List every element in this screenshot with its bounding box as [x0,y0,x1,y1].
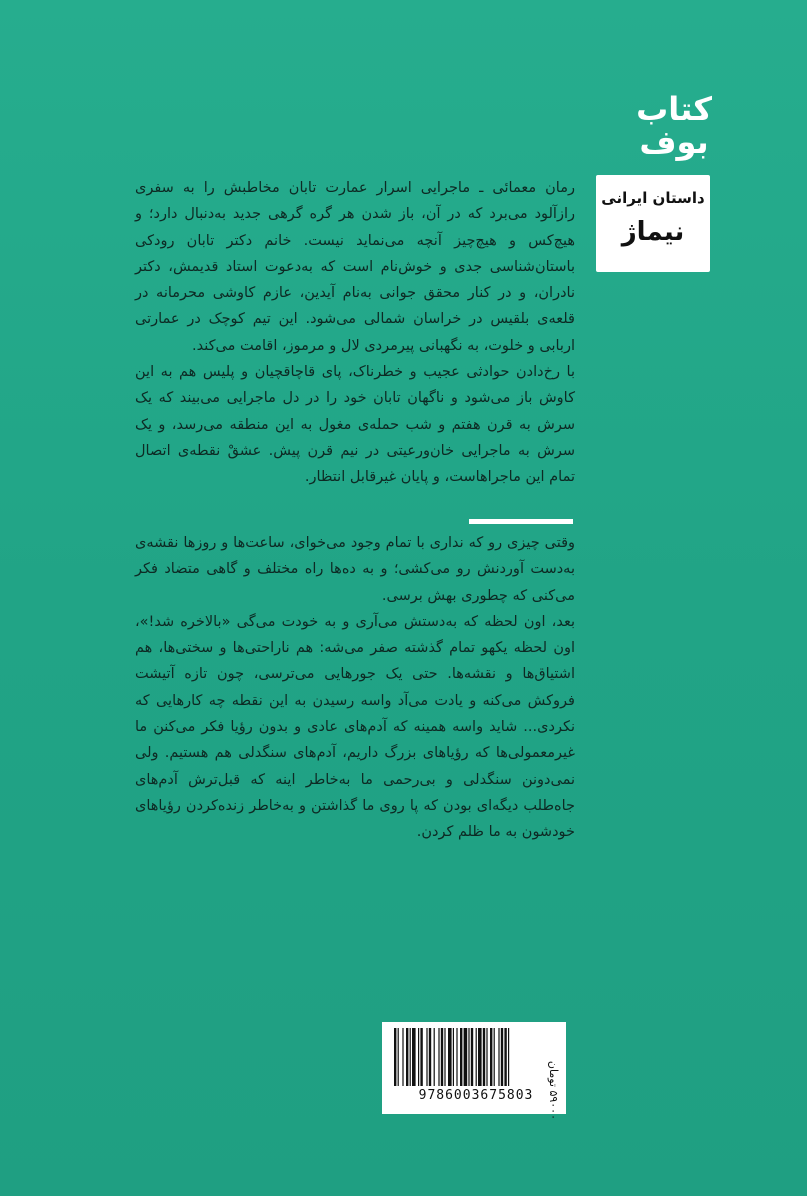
barcode-bar [490,1028,492,1086]
barcode-bar [426,1028,427,1086]
logo-line-2: بوف [639,123,709,161]
barcode-bar [471,1028,473,1086]
barcode-bar [468,1028,469,1086]
barcode-bar [434,1028,435,1086]
book-excerpt [135,530,575,846]
barcode-icon [392,1028,550,1086]
barcode-bar [504,1028,506,1086]
barcode-bar [486,1028,487,1086]
price-label: ۵۹۰۰۰ تومان [547,1060,560,1120]
barcode-bar [418,1028,419,1086]
barcode-bar [448,1028,452,1086]
barcode-bar [441,1028,443,1086]
excerpt-paragraph-2: بعد، اون لحظه که به‌دستش می‌آری و به خودت می‌گی «بالاخره شد!»، اون لحظه یکهو تمام گذشته صفر می‌شه: هم ناراحتی‌ها و سختی‌ها، هم اشتیاق‌ها و نقشه‌ها. حتی یک جورهایی می‌ترسی، چون تازه آتیشت فروکش می‌کنه و یادت می‌آد واسه رسیدن به این نقطه چه کارهایی که نکردی... شاید واسه همینه که آدم‌های عادی و بدون رؤیا فکر می‌کنن ما غیرمعمولی‌ها که رؤیاهای بزرگ داریم، آدم‌های سنگدلی هم هستیم. ولی نمی‌دونن سنگدلی و بی‌رحمی ما به‌خاطر اینه که قبل‌ترش آدم‌های جاه‌طلب دیگه‌ای بودن که پا روی ما گذاشتن و به‌خاطر زنده‌کردن رؤیاهای خودشون به ما ظلم کردن. [135,613,575,841]
book-blurb [135,175,575,491]
barcode-bar [412,1028,416,1086]
barcode-bar [478,1028,482,1086]
barcode-bar [498,1028,499,1086]
blurb-paragraph-1: رمان معمائی ـ ماجرایی اسرار عمارت تابان مخاطبش را به سفری رازآلود می‌برد که در آن، باز شدن هر گره گرهی جدید به‌دنبال دارد؛ و هیچ‌کس و هیچ‌چیز آنچه می‌نماید نیست. خانم دکتر تابان رودکی باستان‌شناسی جدی و خوش‌نام است که به‌دعوت استاد قدیمش، دکتر نادران، و در کنار محقق جوانی به‌نام آیدین، عازم کاوشی محرمانه در قلعه‌ی بلقیس در خراسان شمالی می‌شود. این تیم کوچک در عمارتی اربابی و خلوت، به نگهبانی پیرمردی لال و مرموز، اقامت می‌کند. [135,180,575,354]
barcode-bar [429,1028,431,1086]
barcode-bar [444,1028,445,1086]
barcode-bar [456,1028,457,1086]
barcode-bar [406,1028,408,1086]
logo-line-1: کتاب [636,90,712,128]
publisher-logo: نیماژ [621,217,685,247]
barcode-bar [410,1028,411,1086]
barcode-bar [476,1028,477,1086]
barcode-bar [394,1028,396,1086]
series-label: داستان ایرانی [601,189,705,207]
barcode-bar [501,1028,503,1086]
barcode-bar [464,1028,468,1086]
excerpt-paragraph-1: وقتی چیزی رو که نداری با تمام وجود می‌خوای، ساعت‌ها و روزها نقشه‌ی به‌دست آوردنش رو می‌کشی؛ و به ده‌ها راه مختلف و گاهی متضاد فکر می‌کنی که چطوری بهش برسی. [135,535,575,604]
section-divider [469,519,573,524]
barcode-bar [460,1028,462,1086]
boof-books-logo [619,90,729,161]
barcode-bar [398,1028,399,1086]
isbn-number: 9786003675803 [418,1088,534,1103]
series-badge [596,175,710,272]
barcode-bar [402,1028,403,1086]
blurb-paragraph-2: با رخ‌دادن حوادثی عجیب و خطرناک، پای قاچاقچیان و پلیس هم به این کاوش باز می‌شود و ناگهان تابان خود را در دل ماجرایی می‌بیند که یک سرش به قرن هفتم و شب حمله‌ی مغول به این منطقه می‌رسد، و یک سرش به ماجرایی خان‌ورعیتی در نیم قرن پیش. عشقْ نقطه‌ی اتصال تمام این ماجراهاست، و پایان غیرقابل انتظار. [135,364,575,486]
barcode-bar [483,1028,485,1086]
barcode-label [382,1022,566,1120]
barcode-bar [420,1028,422,1086]
barcode-bar [508,1028,509,1086]
barcode-bar [453,1028,454,1086]
barcode-bar [494,1028,495,1086]
barcode-bar [438,1028,439,1086]
